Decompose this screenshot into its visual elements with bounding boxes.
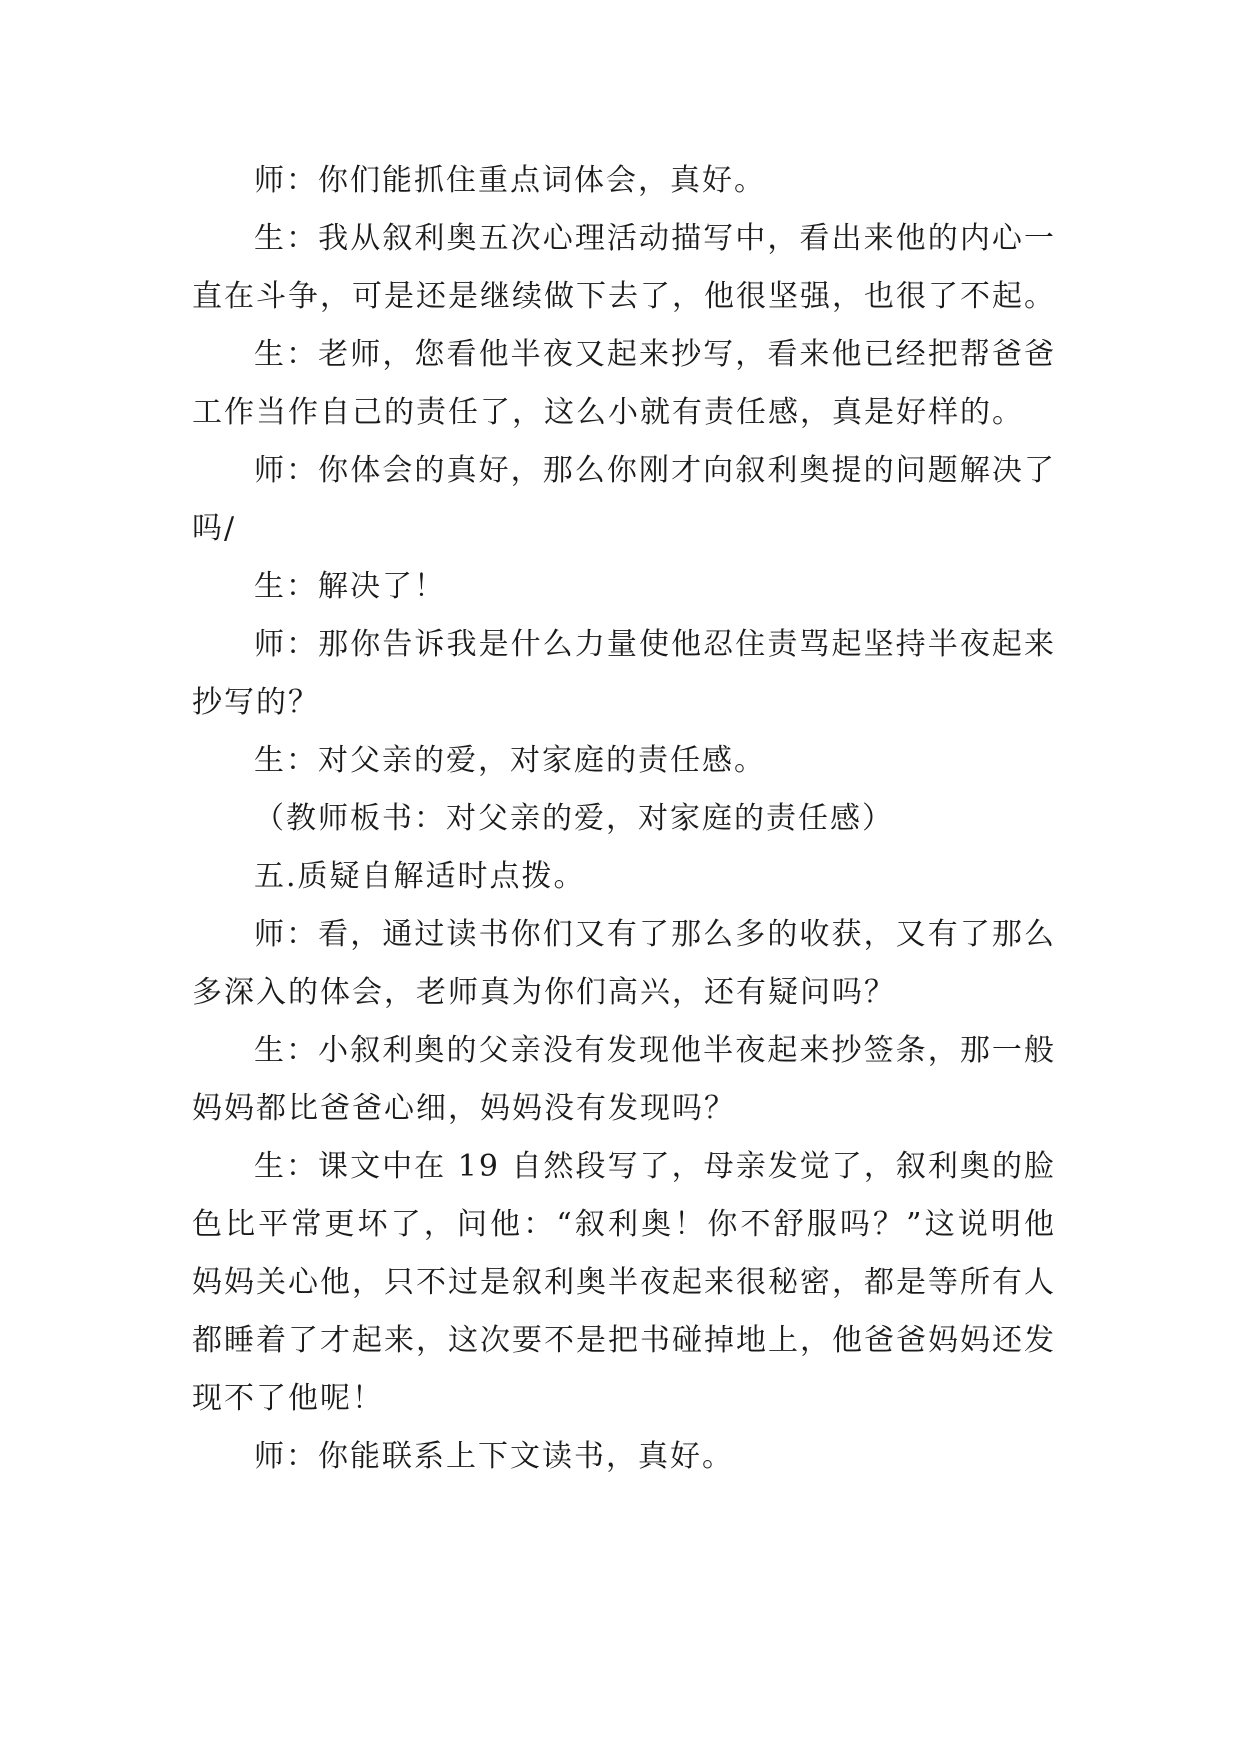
paragraph: 生：我从叙利奥五次心理活动描写中，看出来他的内心一直在斗争，可是还是继续做下去了，他很坚强，也很了不起。: [192, 221, 1056, 314]
paragraph: 师：你能联系上下文读书，真好。: [254, 1439, 734, 1474]
paragraph: （教师板书：对父亲的爱，对家庭的责任感）: [254, 801, 894, 836]
paragraph: 师：看，通过读书你们又有了那么多的收获，又有了那么多深入的体会，老师真为你们高兴，还有疑问吗？: [192, 917, 1056, 1010]
paragraph: 生：课文中在 19 自然段写了，母亲发觉了，叙利奥的脸色比平常更坏了，问他：“叙利奥！你不舒服吗？”这说明他妈妈关心他，只不过是叙利奥半夜起来很秘密，都是等所有人都睡着了才起来，这次要不是把书碰掉地上，他爸爸妈妈还发现不了他呢！: [192, 1149, 1056, 1416]
paragraph: 生：对父亲的爱，对家庭的责任感。: [254, 743, 766, 778]
section-heading: 五.质疑自解适时点拨。: [254, 859, 586, 894]
paragraph: 生：解决了！: [254, 569, 446, 604]
paragraph: 师：你们能抓住重点词体会，真好。: [254, 163, 766, 198]
paragraph: 生：老师，您看他半夜又起来抄写，看来他已经把帮爸爸工作当作自己的责任了，这么小就有责任感，真是好样的。: [192, 337, 1056, 430]
paragraph: 师：你体会的真好，那么你刚才向叙利奥提的问题解决了吗/: [192, 453, 1056, 546]
paragraph: 生：小叙利奥的父亲没有发现他半夜起来抄签条，那一般妈妈都比爸爸心细，妈妈没有发现吗？: [192, 1033, 1056, 1126]
paragraph: 师：那你告诉我是什么力量使他忍住责骂起坚持半夜起来抄写的？: [192, 627, 1056, 720]
document-body: [192, 152, 1056, 1486]
